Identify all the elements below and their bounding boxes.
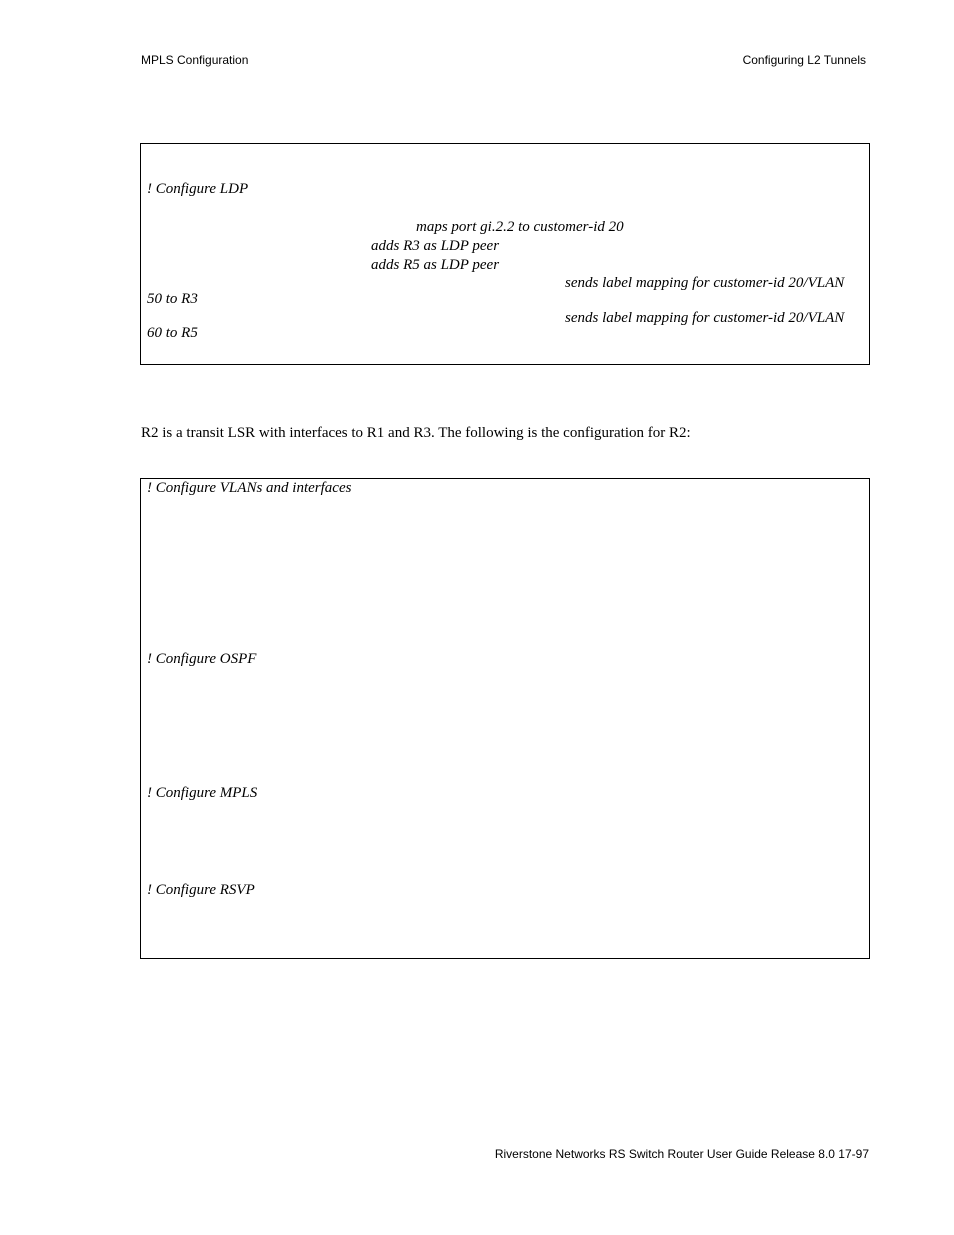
comment-adds-r5-peer: adds R5 as LDP peer xyxy=(371,257,500,273)
config-box-r2 xyxy=(140,478,870,959)
comment-configure-ldp: ! Configure LDP xyxy=(147,181,249,197)
comment-label-mapping-vlan60: sends label mapping for customer-id 20/VLAN xyxy=(565,310,845,326)
comment-configure-ospf: ! Configure OSPF xyxy=(147,651,257,667)
running-header-right: Configuring L2 Tunnels xyxy=(742,53,866,67)
config-box-r1 xyxy=(140,143,870,365)
body-paragraph: R2 is a transit LSR with interfaces to R1 and R3. The following is the configuration for R2: xyxy=(141,425,691,441)
running-header-left: MPLS Configuration xyxy=(141,53,249,67)
comment-configure-rsvp: ! Configure RSVP xyxy=(147,882,255,898)
comment-maps-port: maps port gi.2.2 to customer-id 20 xyxy=(416,219,624,235)
comment-vlan60-to-r5: 60 to R5 xyxy=(147,325,198,341)
running-footer: Riverstone Networks RS Switch Router User Guide Release 8.0 17-97 xyxy=(494,1147,869,1161)
comment-configure-vlans: ! Configure VLANs and interfaces xyxy=(147,480,352,496)
comment-label-mapping-vlan50: sends label mapping for customer-id 20/VLAN xyxy=(565,275,845,291)
comment-adds-r3-peer: adds R3 as LDP peer xyxy=(371,238,500,254)
comment-configure-mpls: ! Configure MPLS xyxy=(147,785,258,801)
comment-vlan50-to-r3: 50 to R3 xyxy=(147,291,198,307)
